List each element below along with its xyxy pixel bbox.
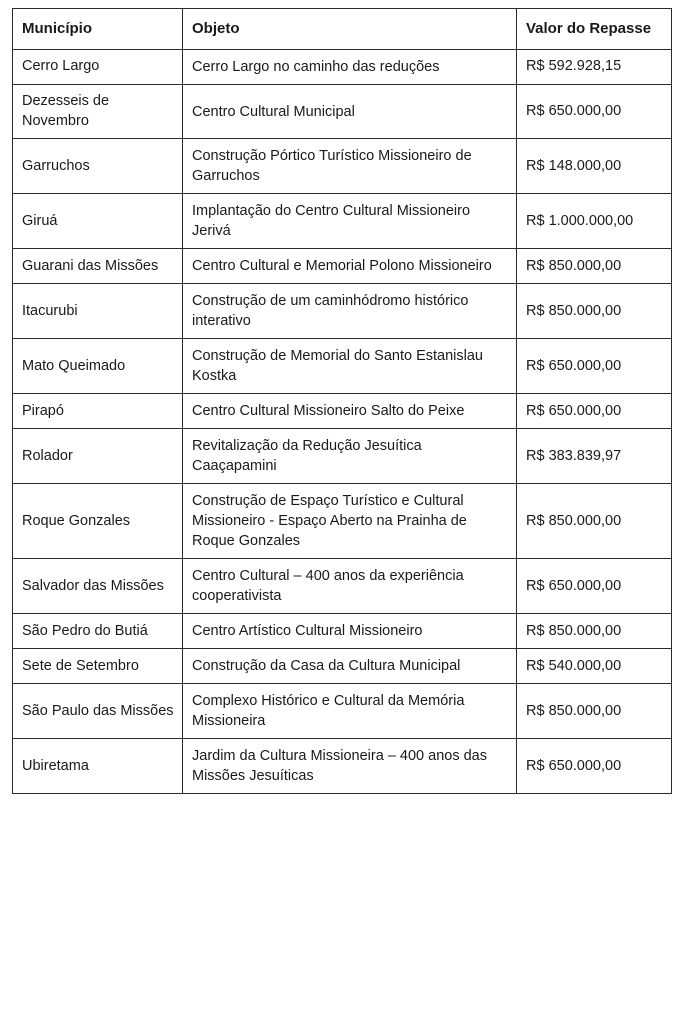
table-row: [13, 85, 672, 139]
cell-objeto: Construção de Espaço Turístico e Cultural Missioneiro - Espaço Aberto na Prainha de Roque Gonzales: [183, 484, 517, 559]
cell-municipio: São Paulo das Missões: [13, 684, 183, 739]
table-row: [13, 484, 672, 559]
cell-objeto: Centro Cultural Missioneiro Salto do Peixe: [183, 394, 517, 429]
cell-objeto: Cerro Largo no caminho das reduções: [183, 50, 517, 85]
table-row: [13, 394, 672, 429]
cell-objeto: Construção da Casa da Cultura Municipal: [183, 649, 517, 684]
table-row: [13, 50, 672, 85]
cell-valor: R$ 650.000,00: [517, 559, 672, 614]
cell-valor: R$ 850.000,00: [517, 284, 672, 339]
cell-municipio: Salvador das Missões: [13, 559, 183, 614]
cell-objeto: Construção Pórtico Turístico Missioneiro de Garruchos: [183, 139, 517, 194]
column-header-municipio: Município: [13, 9, 183, 50]
cell-objeto: Construção de um caminhódromo histórico interativo: [183, 284, 517, 339]
table-body: [13, 50, 672, 794]
table-row: [13, 249, 672, 284]
table-row: [13, 339, 672, 394]
table-row: [13, 649, 672, 684]
cell-municipio: Pirapó: [13, 394, 183, 429]
cell-municipio: Guarani das Missões: [13, 249, 183, 284]
table-row: [13, 429, 672, 484]
table-row: [13, 739, 672, 794]
cell-valor: R$ 650.000,00: [517, 85, 672, 139]
cell-valor: R$ 850.000,00: [517, 614, 672, 649]
table-header-row: [13, 9, 672, 50]
cell-municipio: Sete de Setembro: [13, 649, 183, 684]
cell-valor: R$ 148.000,00: [517, 139, 672, 194]
cell-objeto: Complexo Histórico e Cultural da Memória Missioneira: [183, 684, 517, 739]
table-row: [13, 684, 672, 739]
cell-municipio: São Pedro do Butiá: [13, 614, 183, 649]
cell-valor: R$ 592.928,15: [517, 50, 672, 85]
cell-valor: R$ 850.000,00: [517, 684, 672, 739]
cell-valor: R$ 850.000,00: [517, 484, 672, 559]
cell-objeto: Revitalização da Redução Jesuítica Caaçapamini: [183, 429, 517, 484]
cell-valor: R$ 650.000,00: [517, 339, 672, 394]
cell-objeto: Centro Artístico Cultural Missioneiro: [183, 614, 517, 649]
cell-municipio: Rolador: [13, 429, 183, 484]
cell-municipio: Mato Queimado: [13, 339, 183, 394]
cell-municipio: Ubiretama: [13, 739, 183, 794]
table-row: [13, 614, 672, 649]
cell-valor: R$ 1.000.000,00: [517, 194, 672, 249]
cell-valor: R$ 850.000,00: [517, 249, 672, 284]
cell-objeto: Construção de Memorial do Santo Estanislau Kostka: [183, 339, 517, 394]
cell-valor: R$ 383.839,97: [517, 429, 672, 484]
cell-objeto: Centro Cultural e Memorial Polono Missioneiro: [183, 249, 517, 284]
table-row: [13, 284, 672, 339]
table-row: [13, 194, 672, 249]
column-header-valor: Valor do Repasse: [517, 9, 672, 50]
cell-valor: R$ 540.000,00: [517, 649, 672, 684]
cell-municipio: Giruá: [13, 194, 183, 249]
cell-municipio: Itacurubi: [13, 284, 183, 339]
cell-valor: R$ 650.000,00: [517, 739, 672, 794]
table-row: [13, 559, 672, 614]
column-header-objeto: Objeto: [183, 9, 517, 50]
cell-objeto: Centro Cultural Municipal: [183, 85, 517, 139]
cell-objeto: Centro Cultural – 400 anos da experiência cooperativista: [183, 559, 517, 614]
cell-municipio: Dezesseis de Novembro: [13, 85, 183, 139]
table-row: [13, 139, 672, 194]
cell-municipio: Cerro Largo: [13, 50, 183, 85]
cell-municipio: Garruchos: [13, 139, 183, 194]
cell-objeto: Implantação do Centro Cultural Missioneiro Jerivá: [183, 194, 517, 249]
cell-valor: R$ 650.000,00: [517, 394, 672, 429]
cell-municipio: Roque Gonzales: [13, 484, 183, 559]
cell-objeto: Jardim da Cultura Missioneira – 400 anos das Missões Jesuíticas: [183, 739, 517, 794]
table-header: [13, 9, 672, 50]
repasse-table: [12, 8, 672, 794]
